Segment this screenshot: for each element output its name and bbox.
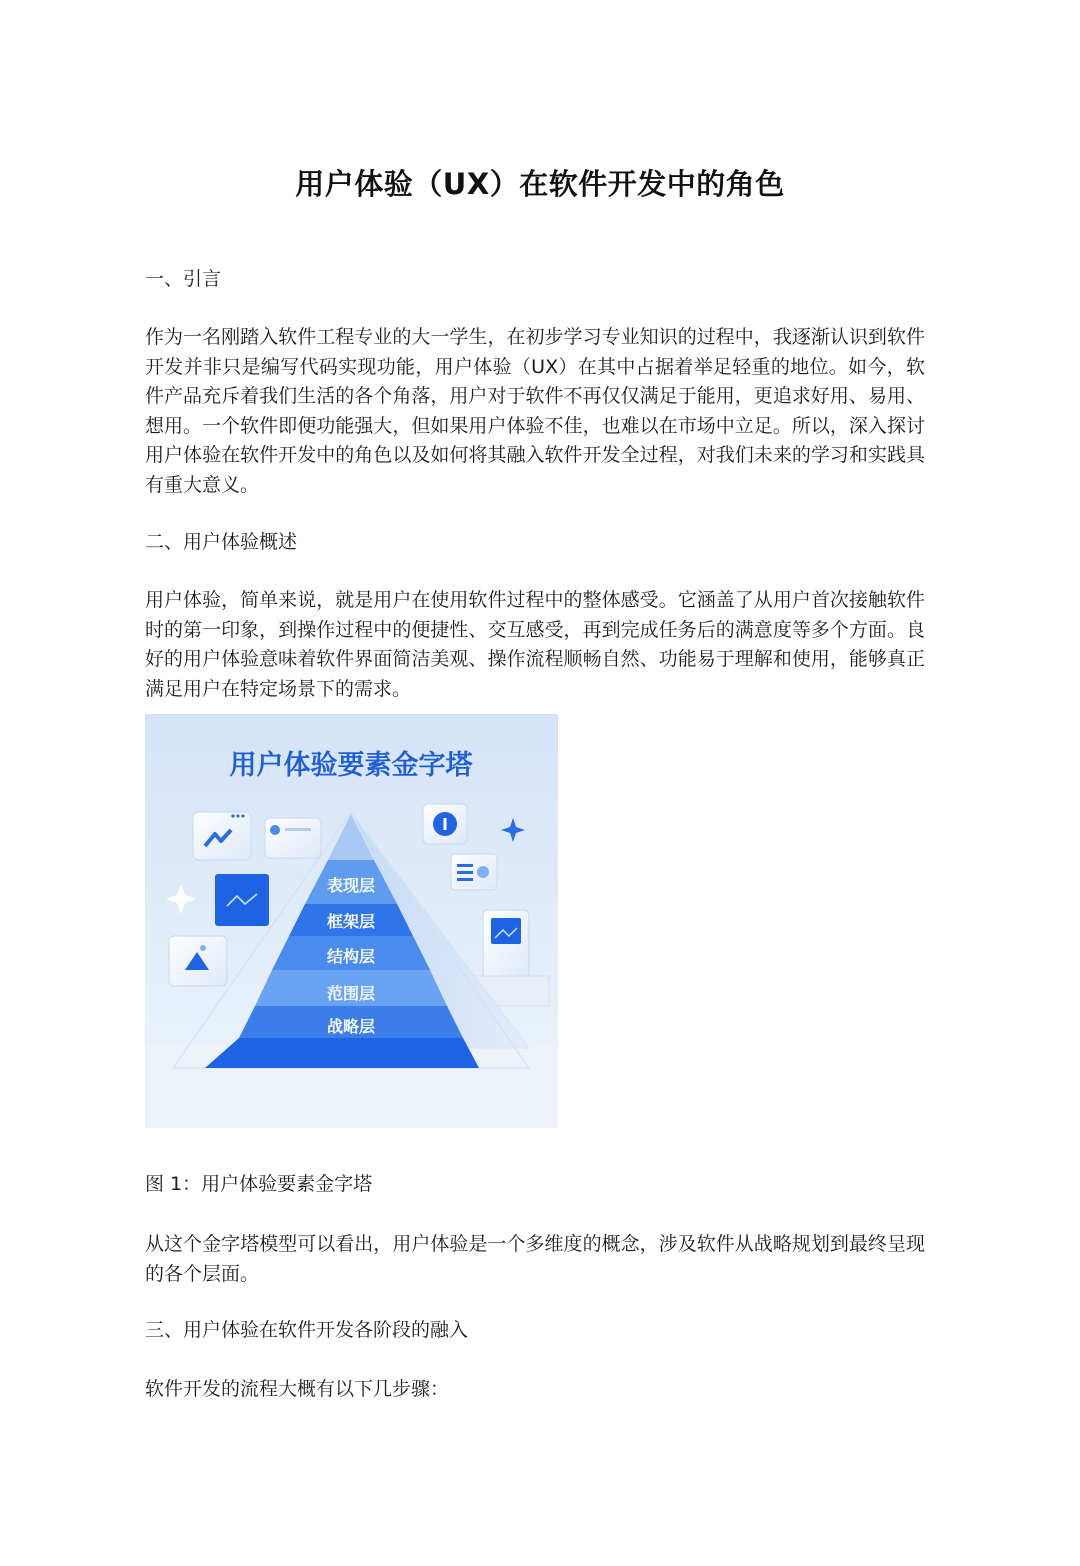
paragraph-after-figure: 从这个金字塔模型可以看出，用户体验是一个多维度的概念，涉及软件从战略规划到最终呈现的各个层面。: [145, 1233, 925, 1285]
pyramid-label-presentation: 表现层: [326, 876, 376, 895]
paragraph-overview: 用户体验，简单来说，就是用户在使用软件过程中的整体感受。它涵盖了从用户首次接触软件时的第一印象，到操作过程中的便捷性、交互感受，再到完成任务后的满意度等多个方面。良好的用户体验意味着软件界面简洁美观、操作流程顺畅自然、功能易于理解和使用，能够真正满足用户在特定场景下的需求。: [145, 589, 925, 700]
figure-ux-pyramid: [145, 714, 558, 1128]
line-chart-icon: [215, 874, 269, 926]
page-title: 用户体验（UX）在软件开发中的角色: [295, 167, 785, 201]
paragraph-integration: 软件开发的流程大概有以下几步骤：: [145, 1378, 450, 1400]
pyramid-label-strategy: 战略层: [326, 1017, 376, 1036]
section-heading-intro: 一、引言: [145, 268, 222, 290]
pyramid-base: [205, 1038, 479, 1068]
paragraph-intro: 作为一名刚踏入软件工程专业的大一学生，在初步学习专业知识的过程中，我逐渐认识到软件开发并非只是编写代码实现功能，用户体验（UX）在其中占据着举足轻重的地位。如今，软件产品充斥着我们生活的各个角落，用户对于软件不再仅仅满足于能用，更追求好用、易用、想用。一个软件即便功能强大，但如果用户体验不佳，也难以在市场中立足。所以，深入探讨用户体验在软件开发中的角色以及如何将其融入软件开发全过程，对我们未来的学习和实践具有重大意义。: [145, 326, 925, 496]
info-card-icon: [423, 804, 467, 844]
chart-panel-icon: [483, 910, 529, 978]
figure-image-title: 用户体验要素金字塔: [229, 750, 473, 781]
section-heading-integration: 三、用户体验在软件开发各阶段的融入: [145, 1319, 469, 1341]
pyramid-label-structure: 结构层: [326, 947, 376, 966]
profile-card-icon: [265, 818, 321, 858]
pyramid-label-scope: 范围层: [326, 984, 376, 1003]
chart-card-icon: [193, 812, 251, 860]
list-card-icon: [451, 854, 497, 890]
section-heading-overview: 二、用户体验概述: [145, 531, 298, 553]
figure-caption: 图 1：用户体验要素金字塔: [145, 1173, 373, 1195]
mountain-card-icon: [169, 936, 227, 986]
pyramid-illustration: [145, 714, 558, 1128]
pyramid-label-framework: 框架层: [326, 912, 376, 931]
